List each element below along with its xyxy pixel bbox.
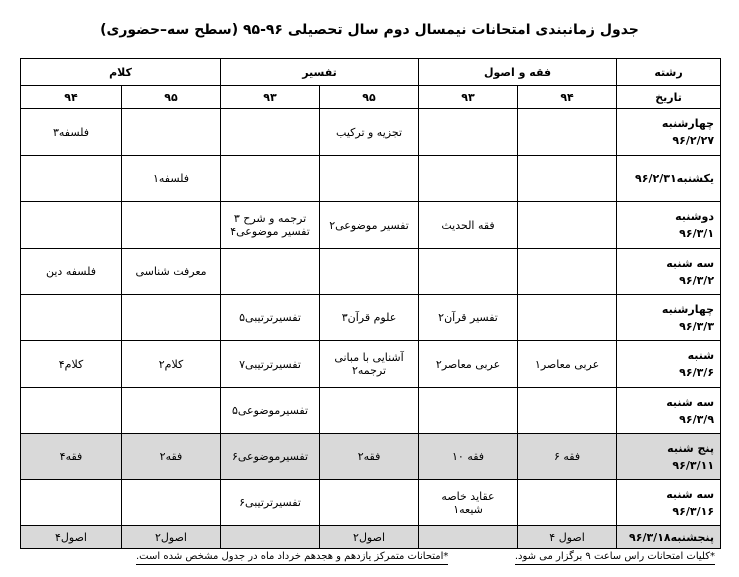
exam-cell: تفسیر قرآن۲ [419, 295, 518, 341]
exam-cell: فقه ۱۰ [419, 434, 518, 480]
date-value: ۹۶/۳/۱ [679, 227, 715, 240]
date-value: ۹۶/۳/۱۶ [672, 504, 715, 518]
exam-cell: فقه ۶ [518, 434, 617, 480]
exam-cell [21, 295, 122, 341]
exam-cell: معرفت شناسی [122, 249, 221, 295]
exam-cell [21, 388, 122, 434]
exam-cell: اصول۲ [320, 526, 419, 549]
year-header: ۹۳ [221, 86, 320, 109]
date-value: ۹۶/۳/۹ [679, 412, 715, 426]
year-header: ۹۵ [122, 86, 221, 109]
year-header: ۹۴ [518, 86, 617, 109]
table-row [21, 341, 721, 388]
exam-cell [221, 156, 320, 202]
date-value: ۹۶/۳/۳ [679, 319, 715, 333]
exam-cell: آشنایی با مبانی ترجمه۲ [320, 341, 419, 388]
day-name: سه شنبه [666, 256, 715, 270]
year-header-row [21, 86, 721, 109]
table-row [21, 295, 721, 341]
date-cell [617, 480, 721, 526]
date-cell [617, 434, 721, 480]
year-header: ۹۵ [320, 86, 419, 109]
exam-cell: تفسیرترتیبی۵ [221, 295, 320, 341]
exam-cell [518, 480, 617, 526]
date-cell [617, 156, 721, 202]
table-row [21, 156, 721, 202]
exam-cell: اصول۴ [21, 526, 122, 549]
field-label: رشته [617, 59, 721, 86]
table-row [21, 202, 721, 249]
day-name: سه شنبه [666, 487, 715, 501]
date-value: ۹۶/۳/۶ [679, 366, 715, 379]
date-value: ۹۶/۳/۱۱ [672, 458, 715, 472]
date-cell [617, 341, 721, 388]
footnote-central-exams: *امتحانات متمرکز یازدهم و هجدهم خرداد ماه در جدول مشخص شده است. [136, 550, 448, 565]
exam-cell [221, 526, 320, 549]
group-kalam: کلام [21, 59, 221, 86]
exam-cell [122, 109, 221, 156]
table-row [21, 526, 721, 549]
exam-cell: اصول ۴ [518, 526, 617, 549]
table-row [21, 388, 721, 434]
exam-cell [21, 480, 122, 526]
exam-cell [518, 249, 617, 295]
exam-cell [518, 109, 617, 156]
exam-cell: فقه۲ [320, 434, 419, 480]
year-header: ۹۳ [419, 86, 518, 109]
exam-cell [320, 156, 419, 202]
exam-cell: اصول۲ [122, 526, 221, 549]
group-fiqh-osul: فقه و اصول [419, 59, 617, 86]
exam-cell [419, 109, 518, 156]
day-name: سه شنبه [666, 395, 715, 409]
exam-cell [21, 156, 122, 202]
exam-cell: فلسفه۳ [21, 109, 122, 156]
exam-cell: عقاید خاصه شیعه۱ [419, 480, 518, 526]
date-value: ۹۶/۳/۲ [679, 273, 715, 287]
table-row [21, 249, 721, 295]
exam-cell [419, 249, 518, 295]
date-label: تاریخ [617, 86, 721, 109]
exam-cell: تجزیه و ترکیب [320, 109, 419, 156]
group-header-row [21, 59, 721, 86]
day-name: چهارشنبه [661, 117, 715, 130]
date-cell [617, 249, 721, 295]
exam-cell [320, 249, 419, 295]
exam-cell [518, 295, 617, 341]
exam-cell: کلام۴ [21, 341, 122, 388]
date-value: ۹۶/۲/۲۷ [672, 134, 715, 147]
exam-cell: فقه الحدیث [419, 202, 518, 249]
exam-cell [419, 156, 518, 202]
exam-cell [221, 249, 320, 295]
table-row [21, 109, 721, 156]
exam-cell: عربی معاصر۱ [518, 341, 617, 388]
table-row [21, 480, 721, 526]
exam-cell [122, 295, 221, 341]
date-cell [617, 526, 721, 549]
exam-cell: فقه۴ [21, 434, 122, 480]
date-cell [617, 109, 721, 156]
day-name: چهارشنبه [661, 302, 715, 316]
date-cell [617, 202, 721, 249]
exam-cell: تفسیرترتیبی۷ [221, 341, 320, 388]
exam-cell: تفسیرترتیبی۶ [221, 480, 320, 526]
year-header: ۹۴ [21, 86, 122, 109]
exam-cell: فلسفه دین [21, 249, 122, 295]
day-name: پنجشنبه۹۶/۳/۱۸ [629, 530, 715, 544]
day-name: دوشنبه [675, 210, 715, 223]
exam-cell: تفسیرموضوعی۵ [221, 388, 320, 434]
day-name: شنبه [687, 349, 715, 362]
exam-cell: علوم قرآن۳ [320, 295, 419, 341]
exam-cell [320, 480, 419, 526]
exam-cell [122, 388, 221, 434]
exam-cell [518, 202, 617, 249]
date-cell [617, 388, 721, 434]
exam-cell: کلام۲ [122, 341, 221, 388]
exam-cell [221, 109, 320, 156]
exam-cell: ترجمه و شرح ۳ تفسیر موضوعی۴ [221, 202, 320, 249]
exam-cell [122, 202, 221, 249]
exam-cell [320, 388, 419, 434]
footnote-time: *کلیات امتحانات راس ساعت ۹ برگزار می شود. [515, 550, 715, 565]
exam-cell [122, 480, 221, 526]
exam-cell: تفسیرموضوعی۶ [221, 434, 320, 480]
exam-cell [419, 388, 518, 434]
day-name: یکشنبه۹۶/۲/۳۱ [635, 172, 715, 185]
table-row [21, 434, 721, 480]
exam-cell [419, 526, 518, 549]
exam-cell [21, 202, 122, 249]
exam-cell: فلسفه۱ [122, 156, 221, 202]
exam-cell: عربی معاصر۲ [419, 341, 518, 388]
exam-cell: تفسیر موضوعی۲ [320, 202, 419, 249]
exam-cell [518, 388, 617, 434]
group-tafsir: تفسیر [221, 59, 419, 86]
exam-cell [518, 156, 617, 202]
date-cell [617, 295, 721, 341]
day-name: پنج شنبه [667, 441, 715, 455]
page-title: جدول زمانبندی امتحانات نیمسال دوم سال تحصیلی ۹۶-۹۵ (سطح سه–حضوری) [100, 22, 639, 38]
exam-cell: فقه۲ [122, 434, 221, 480]
exam-schedule-table [20, 58, 721, 549]
